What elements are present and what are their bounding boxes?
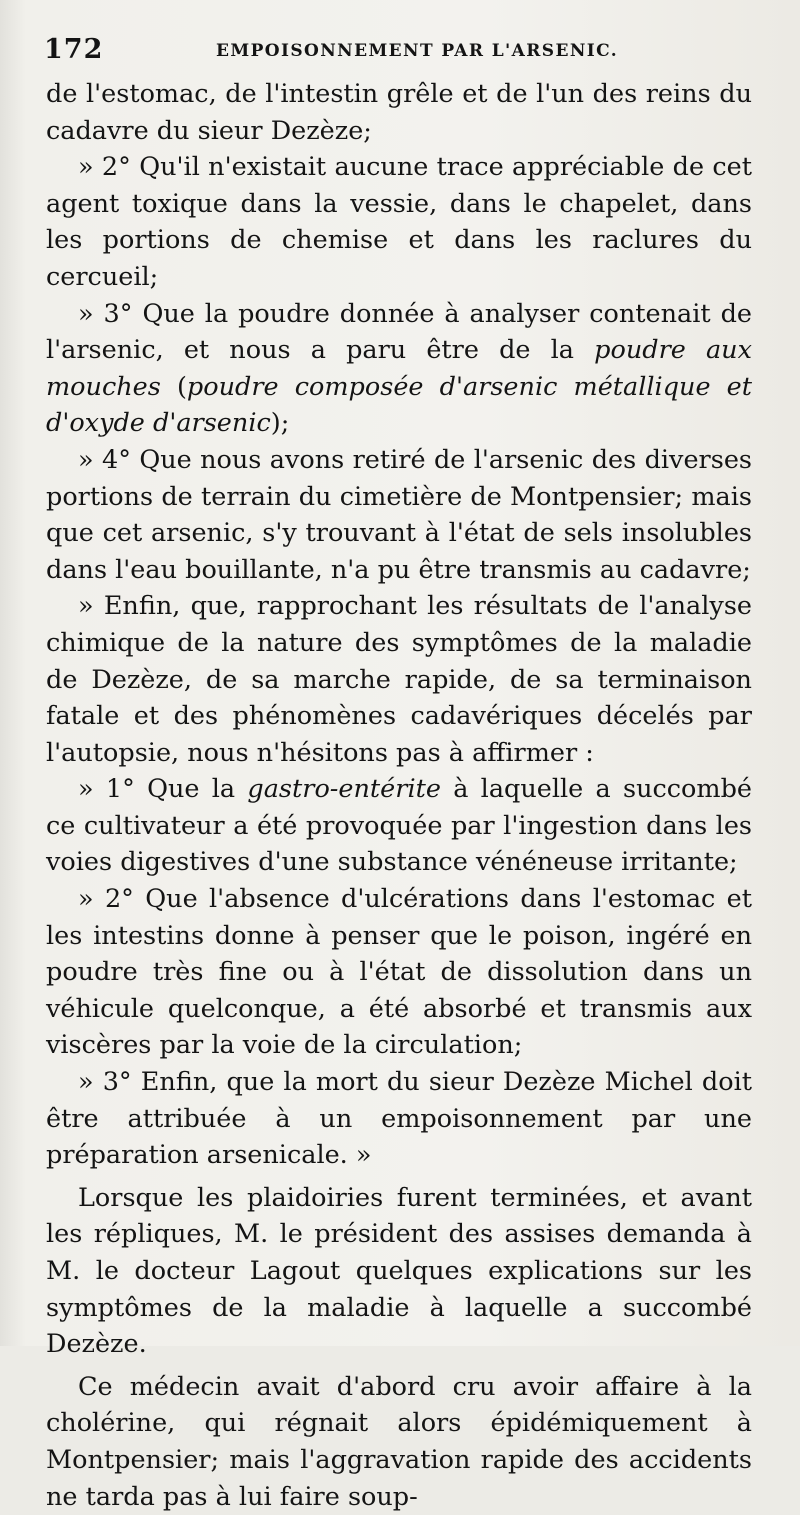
text-segment: » 2° Qu'il n'existait aucune trace appréciable de cet agent toxique dans la vessie, dans le chapelet, dans les portions de chemise et dans les raclures du cercueil; [46,152,752,292]
body-text [46,76,752,1515]
paragraph [46,442,752,588]
text-segment: Lorsque les plaidoiries furent terminées, et avant les répliques, M. le président des assises demanda à M. le docteur Lagout quelques explications sur les symptômes de la maladie à laquelle a succombé Dezèze. [46,1182,752,1360]
paragraph [46,588,752,771]
text-segment: à laquelle a succombé ce cultivateur a été provoquée par l'ingestion dans les voies digestives d'une substance vénéneuse irritante; [46,774,752,878]
text-segment: » 3° Enfin, que la mort du sieur Dezèze Michel doit être attribuée à un empoisonnement par une préparation arsenicale. » [46,1067,752,1171]
page-header [40,32,760,72]
text-segment: ( [160,371,187,402]
paragraph [46,881,752,1064]
paragraph [46,296,752,442]
paragraph [46,1369,752,1515]
text-segment: » 3° Que la poudre donnée à analyser contenait de l'arsenic, et nous a paru être de la [46,298,752,366]
text-segment: ); [270,408,290,439]
text-segment: » 2° Que l'absence d'ulcérations dans l'estomac et les intestins donne à penser que le poison, ingéré en poudre très fine ou à l'état de dissolution dans un véhicule quelconque, a été absorbé et transmis aux viscères par la voie de la circulation; [46,884,752,1061]
text-segment: de l'estomac, de l'intestin grêle et de l'un des reins du cadavre du sieur Dezèze; [46,79,752,146]
paragraph [46,1064,752,1174]
running-title: EMPOISONNEMENT PAR L'ARSENIC. [216,41,619,61]
paragraph [46,771,752,881]
italic-text: poudre composée d'arsenic métallique et d'oxyde d'arsenic [46,371,752,439]
paragraph [46,149,752,295]
text-segment: » 1° Que la [78,774,248,805]
text-segment: » Enfin, que, rapprochant les résultats de l'analyse chimique de la nature des symptômes de la maladie de Dezèze, de sa marche rapide, de sa terminaison fatale et des phénomènes cadavériques décelés par l'autopsie, nous n'hésitons pas à affirmer : [46,591,752,768]
italic-text: poudre aux mouches [46,335,752,402]
text-segment: » 4° Que nous avons retiré de l'arsenic des diverses portions de terrain du cimetière de Montpensier; mais que cet arsenic, s'y trouvant à l'état de sels insolubles dans l'eau bouillante, n'a pu être transmis au cadavre; [46,444,752,585]
page-number: 172 [44,34,104,65]
italic-text: gastro-entérite [247,774,441,805]
text-segment: Ce médecin avait d'abord cru avoir affaire à la cholérine, qui régnait alors épidémiquement à Montpensier; mais l'aggravation rapide des accidents ne tarda pas à lui faire soup- [46,1371,752,1512]
paragraph [46,76,752,149]
paragraph [46,1180,752,1363]
